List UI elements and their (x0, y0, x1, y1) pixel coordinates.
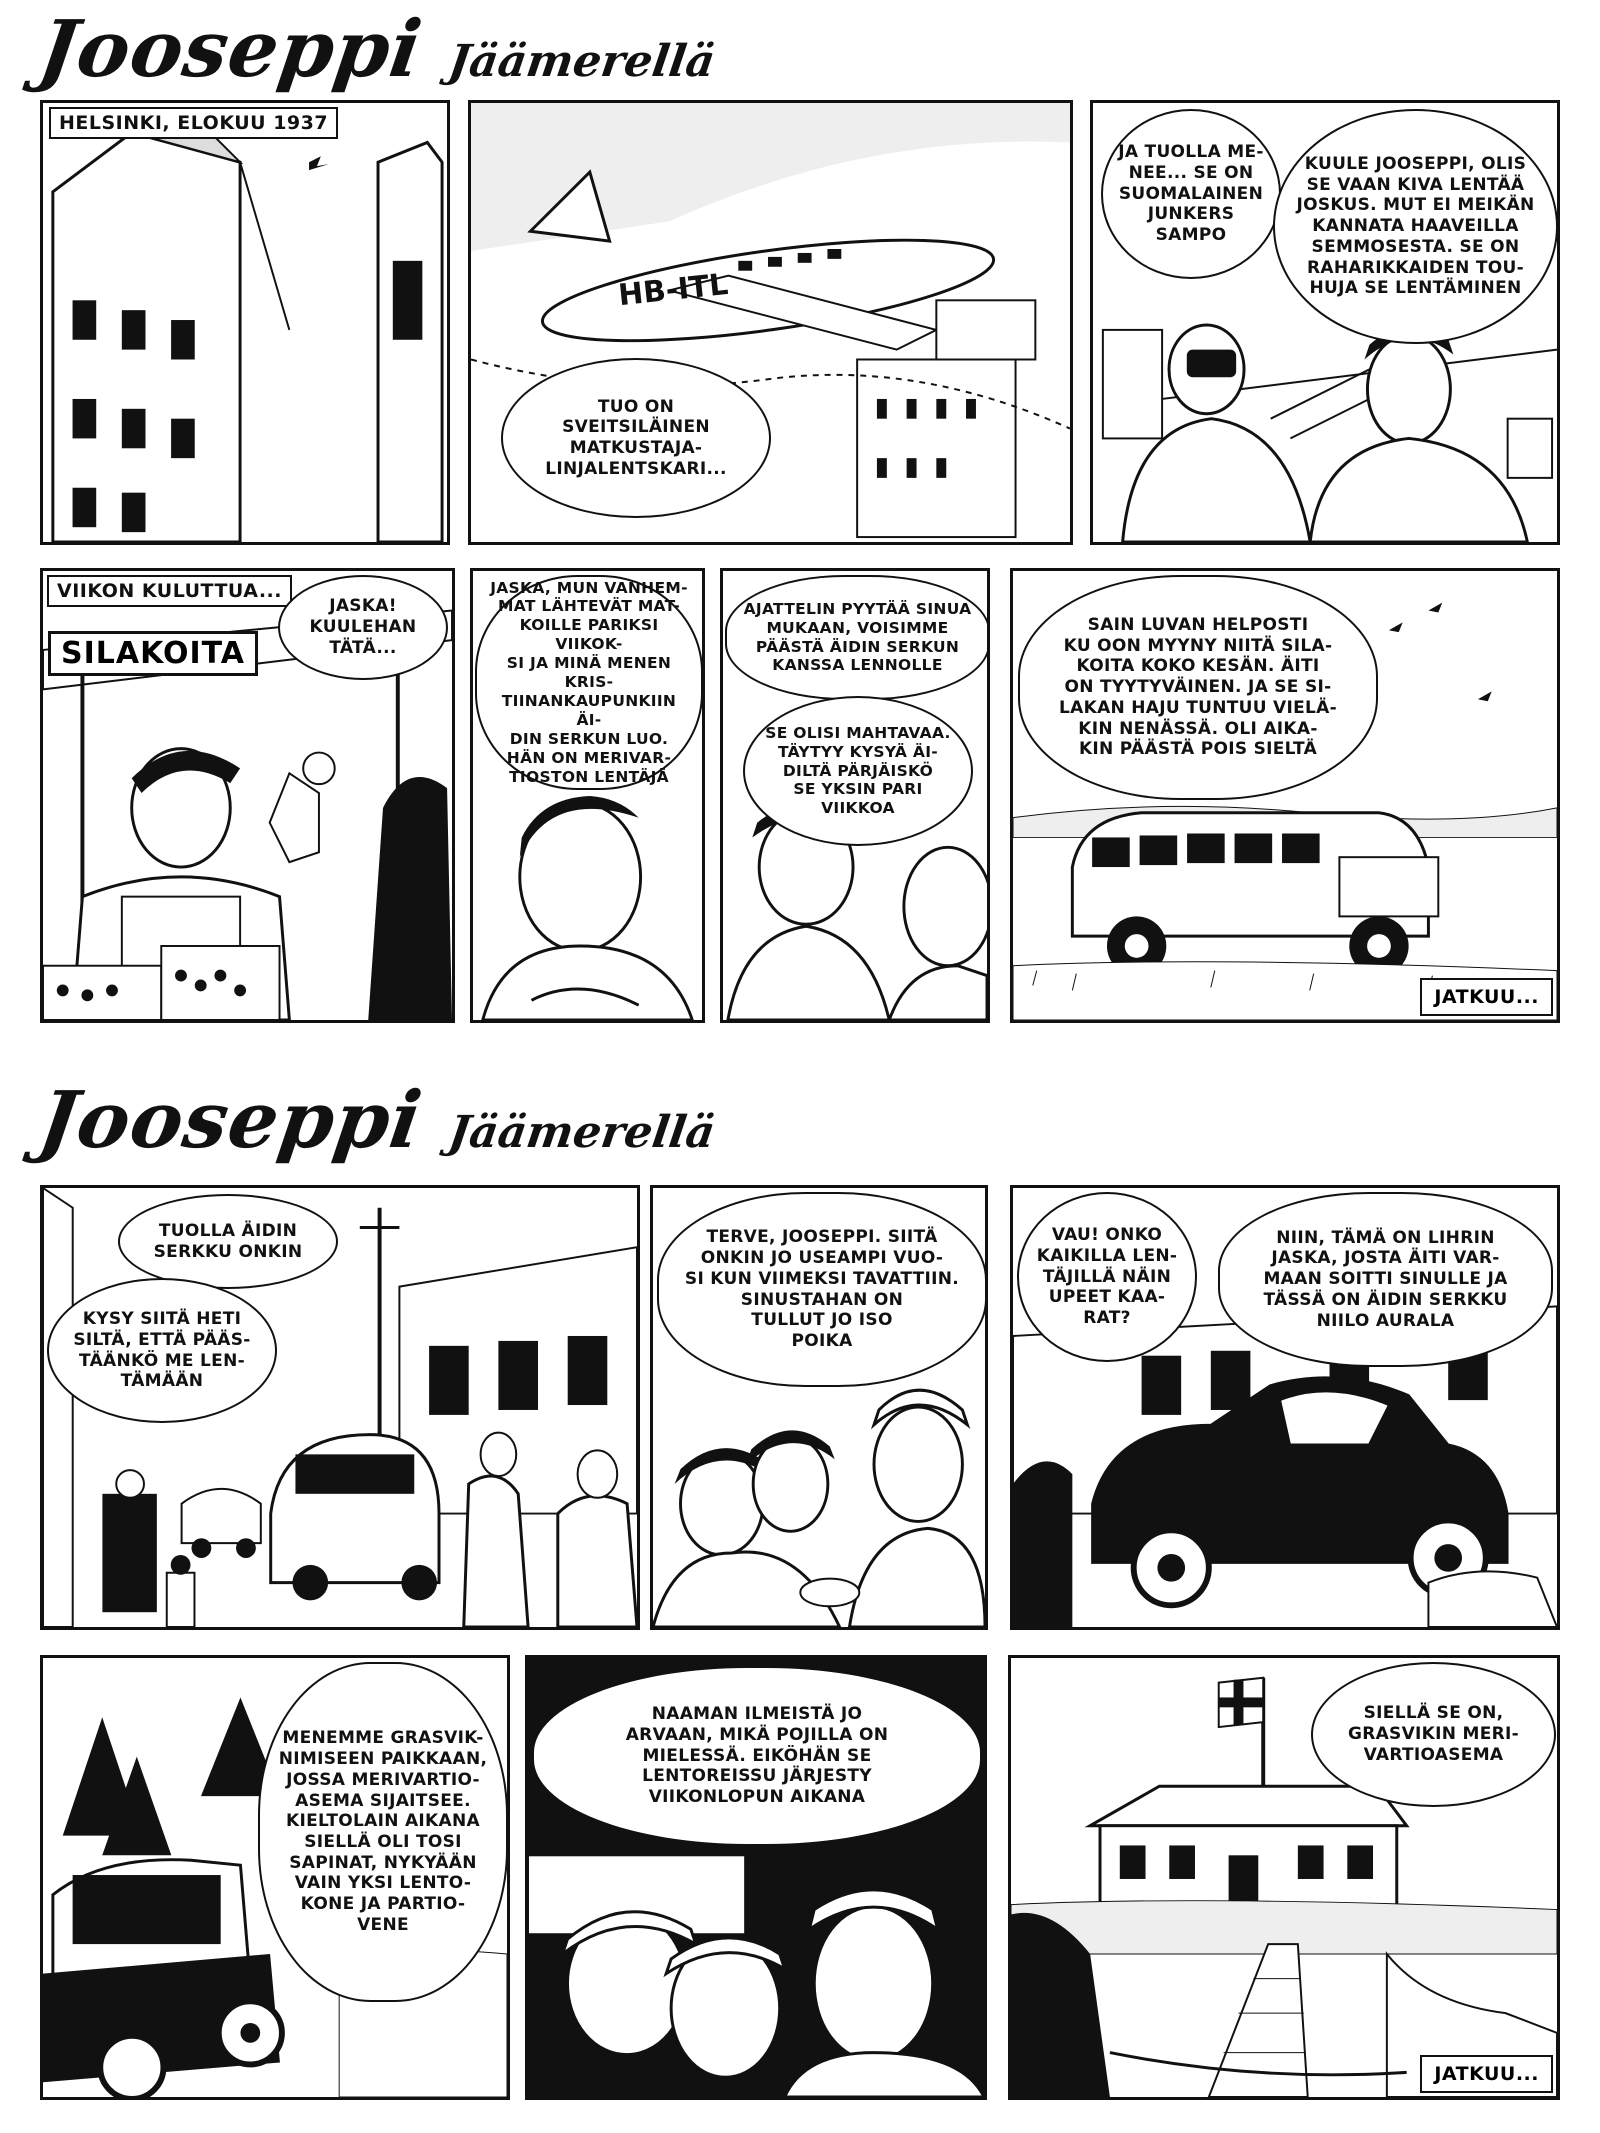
speech-bubble (278, 575, 448, 680)
strip2-title (33, 1075, 719, 1166)
plane-registration: HB-ITL (616, 265, 730, 313)
bubble-text: VAU! ONKO KAIKILLA LEN- TÄJILLÄ NÄIN UPEET KAA- RAT? (1036, 1225, 1178, 1329)
strip1-panel7 (1010, 568, 1560, 1023)
strip2-title-sub: Jäämerellä (445, 1107, 719, 1158)
strip1-title-sub: Jäämerellä (445, 36, 719, 87)
speech-bubble (475, 575, 703, 790)
strip1-panel3 (1090, 100, 1560, 545)
bubble-text: NIIN, TÄMÄ ON LIHRIN JASKA, JOSTA ÄITI VAR- MAAN SOITTI SINULLE JA TÄSSÄ ON ÄIDIN SERKKU NIILO AURALA (1263, 1227, 1508, 1331)
speech-bubble (258, 1662, 508, 2002)
bubble-text: TUO ON SVEITSILÄINEN MATKUSTAJA- LINJALENTSKARI... (545, 396, 727, 479)
to-be-continued-label: JATKUU... (1420, 978, 1553, 1016)
bubble-text: AJATTELIN PYYTÄÄ SINUA MUKAAN, VOISIMME PÄÄSTÄ ÄIDIN SERKUN KANSSA LENNOLLE (743, 599, 972, 675)
strip1-panel4 (40, 568, 455, 1023)
strip2-panel1 (40, 1185, 640, 1630)
bubble-text: SAIN LUVAN HELPOSTI KU OON MYYNY NIITÄ SILA- KOITA KOKO KESÄN. ÄITI ON TYYTYVÄINEN. JA SE SI- LAKAN HAJU TUNTUU VIELÄ- KIN NENÄSSÄ. OLI AIKA- KIN PÄÄSTÄ POIS SIELTÄ (1059, 614, 1337, 760)
speech-bubble (1311, 1662, 1556, 1807)
speech-bubble (118, 1194, 338, 1289)
strip2-title-main: Jooseppi (33, 1075, 428, 1166)
speech-bubble (1218, 1192, 1553, 1367)
place-date-caption: HELSINKI, ELOKUU 1937 (49, 107, 338, 139)
strip2-panel3 (1010, 1185, 1560, 1630)
strip1-title (33, 4, 719, 95)
speech-bubble (532, 1666, 982, 1846)
strip1-title-main: Jooseppi (33, 4, 428, 95)
bubble-text: KUULE JOOSEPPI, OLIS SE VAAN KIVA LENTÄÄ JOSKUS. MUT EI MEIKÄN KANNATA HAAVEILLA SEMMOSESTA. SE ON RAHARIKKAIDEN TOU- HUJA SE LENTÄMINEN (1296, 153, 1535, 299)
silakoita-sign: SILAKOITA (48, 631, 258, 676)
bubble-text: TUOLLA ÄIDIN SERKKU ONKIN (153, 1220, 303, 1262)
strip2-panel5 (525, 1655, 987, 2100)
strip1-panel2 (468, 100, 1073, 545)
strip2-panel6 (1008, 1655, 1560, 2100)
speech-bubble (1017, 1192, 1197, 1362)
bubble-text: TERVE, JOOSEPPI. SIITÄ ONKIN JO USEAMPI VUO- SI KUN VIIMEKSI TAVATTIIN. SINUSTAHAN ON TULLUT JO ISO POIKA (684, 1227, 960, 1351)
speech-bubble (1101, 109, 1281, 279)
bubble-text: JASKA, MUN VANHEM- MAT LÄHTEVÄT MAT- KOILLE PARIKSI VIIKOK- SI JA MINÄ MENEN KRIS- TIINANKAUPUNKIIN ÄI- DIN SERKUN LUO. HÄN ON MERIVAR- TIOSTON LENTÄJÄ (490, 578, 688, 786)
strip2-panel2 (650, 1185, 988, 1630)
speech-bubble (725, 575, 990, 700)
speech-bubble (47, 1278, 277, 1423)
bubble-text: JA TUOLLA ME- NEE... SE ON SUOMALAINEN JUNKERS SAMPO (1118, 142, 1264, 246)
bubble-text: NAAMAN ILMEISTÄ JO ARVAAN, MIKÄ POJILLA ON MIELESSÄ. EIKÖHÄN SE LENTOREISSU JÄRJESTY VIIKONLOPUN AIKANA (625, 1704, 889, 1808)
panel-artwork-buildings (43, 103, 447, 542)
speech-bubble (1018, 575, 1378, 800)
bubble-text: MENEMME GRASVIK- NIMISEEN PAIKKAAN, JOSSA MERIVARTIO- ASEMA SIJAITSEE. KIELTOLAIN AIKANA SIELLÄ OLI TOSI SAPINAT, NYKYÄÄN VAIN YKSI LENTO- KONE JA PARTIO- VENE (278, 1728, 488, 1935)
speech-bubble (501, 358, 771, 518)
bubble-text: JASKA! KUULEHAN TÄTÄ... (309, 596, 417, 658)
bubble-text: KYSY SIITÄ HETI SILTÄ, ETTÄ PÄÄS- TÄÄNKÖ ME LEN- TÄMÄÄN (73, 1309, 251, 1392)
strip1-panel1 (40, 100, 450, 545)
speech-bubble (1273, 109, 1558, 344)
bubble-text: SE OLISI MAHTAVAA. TÄYTYY KYSYÄ ÄI- DILTÄ PÄRJÄISKÖ SE YKSIN PARI VIIKKOA (765, 723, 951, 818)
to-be-continued-label: JATKUU... (1420, 2055, 1553, 2093)
speech-bubble (743, 696, 973, 846)
time-caption: VIIKON KULUTTUA... (47, 575, 292, 607)
strip1-panel6 (720, 568, 990, 1023)
strip2-panel4 (40, 1655, 510, 2100)
bubble-text: SIELLÄ SE ON, GRASVIKIN MERI- VARTIOASEMA (1347, 1703, 1520, 1765)
speech-bubble (657, 1192, 987, 1387)
strip1-panel5 (470, 568, 705, 1023)
